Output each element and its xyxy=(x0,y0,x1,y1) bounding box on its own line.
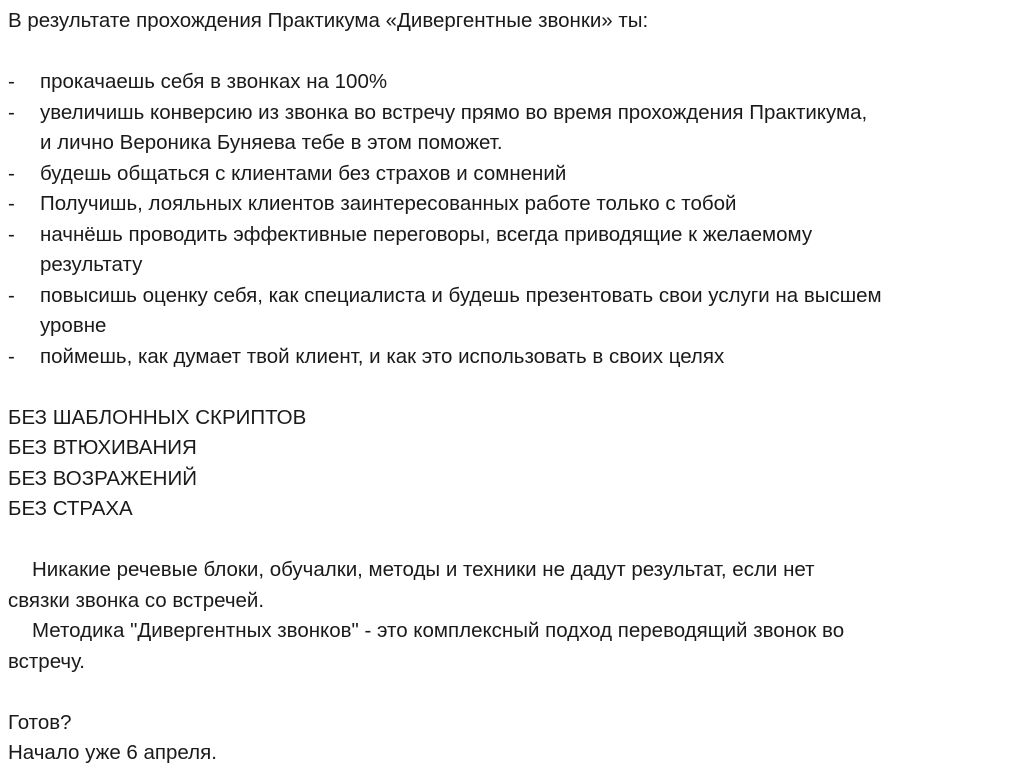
list-item-text: увеличишь конверсию из звонка во встречу прямо во время прохождения Практикума, xyxy=(40,100,868,124)
bullet-dash: - xyxy=(8,344,15,368)
without-item: БЕЗ ШАБЛОННЫХ СКРИПТОВ xyxy=(8,405,307,429)
list-item xyxy=(8,98,1018,159)
list-item xyxy=(8,342,1018,373)
without-item: БЕЗ ВТЮХИВАНИЯ xyxy=(8,436,197,459)
list-item xyxy=(8,159,1018,190)
spacer xyxy=(8,37,1018,68)
list-item-text-continued: уровне xyxy=(40,314,107,337)
bullet-dash: - xyxy=(8,283,15,307)
without-item: БЕЗ ВОЗРАЖЕНИЙ xyxy=(8,466,197,490)
paragraph-line: встречу. xyxy=(8,649,85,673)
paragraph-line: Никакие речевые блоки, обучалки, методы и техники не дадут результат, если нет xyxy=(32,558,815,581)
bullet-dash: - xyxy=(8,100,15,124)
list-item-text: будешь общаться с клиентами без страхов и сомнений xyxy=(40,161,567,185)
bullet-dash: - xyxy=(8,192,15,215)
paragraph xyxy=(8,616,1018,677)
intro-text: В результате прохождения Практикума «Дивергентные звонки» ты: xyxy=(8,9,649,32)
list-item-text: начнёшь проводить эффективные переговоры, всегда приводящие к желаемому xyxy=(40,222,813,246)
spacer xyxy=(8,372,1018,403)
list-item-text: повысишь оценку себя, как специалиста и будешь презентовать свои услуги на высшем xyxy=(40,283,882,307)
spacer xyxy=(8,677,1018,708)
without-item: БЕЗ СТРАХА xyxy=(8,497,133,520)
list-item xyxy=(8,67,1018,98)
bullet-dash: - xyxy=(8,70,15,93)
closing-start-date: Начало уже 6 апреля. xyxy=(8,741,217,764)
list-item-text-continued: и лично Вероника Буняева тебе в этом поможет. xyxy=(40,131,503,154)
list-item-text-continued: результату xyxy=(40,253,143,276)
without-list xyxy=(8,403,1018,525)
list-item xyxy=(8,281,1018,342)
paragraph-line: связки звонка со встречей. xyxy=(8,588,265,612)
paragraph-line: Методика "Дивергентных звонков" - это комплексный подход переводящий звонок во xyxy=(32,619,845,642)
bullet-dash: - xyxy=(8,161,15,185)
spacer xyxy=(8,525,1018,556)
list-item-text: прокачаешь себя в звонках на 100% xyxy=(40,70,388,93)
bullet-dash: - xyxy=(8,222,15,246)
list-item xyxy=(8,189,1018,220)
slide-content xyxy=(8,6,1018,769)
list-item-text: Получишь, лояльных клиентов заинтересованных работе только с тобой xyxy=(40,192,737,215)
list-item-text: поймешь, как думает твой клиент, и как это использовать в своих целях xyxy=(40,344,725,368)
benefits-list xyxy=(8,67,1018,372)
closing-question: Готов? xyxy=(8,710,72,734)
paragraph xyxy=(8,555,1018,616)
list-item xyxy=(8,220,1018,281)
